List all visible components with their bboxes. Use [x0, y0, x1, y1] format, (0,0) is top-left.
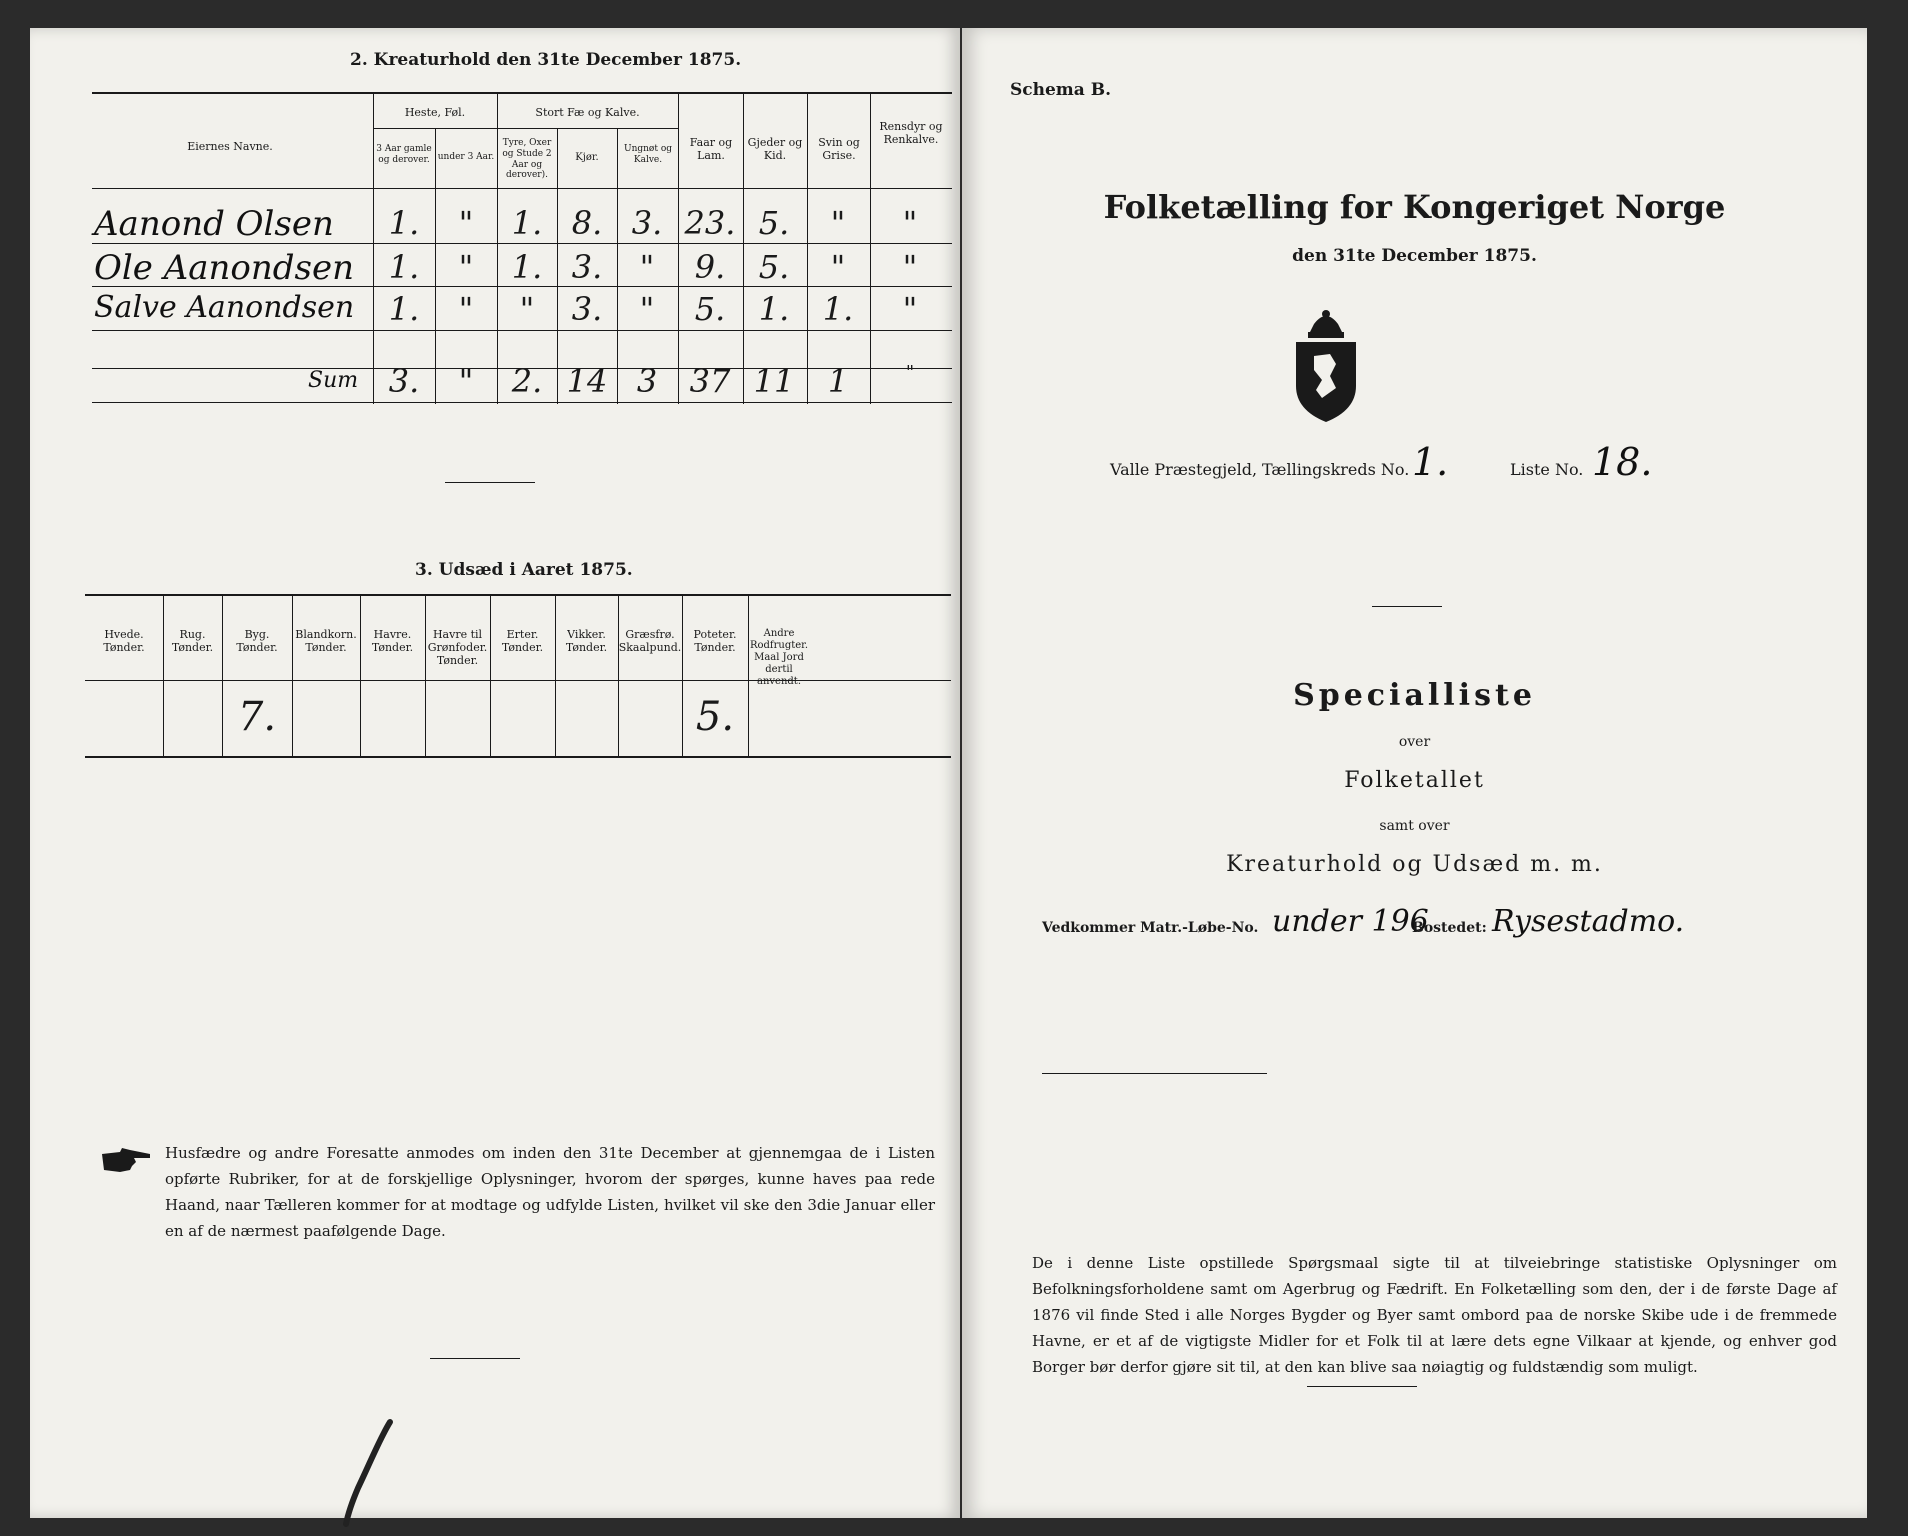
- special-list-title: Specialliste: [1293, 678, 1536, 713]
- seed-column-header: Havre til Grønfoder. Tønder.: [427, 628, 488, 668]
- seed-cell: 5.: [695, 694, 735, 740]
- over-label: over: [1398, 734, 1431, 750]
- cell-sheep: 9.: [694, 248, 726, 286]
- seed-column-header: Havre. Tønder.: [371, 628, 414, 655]
- group-horses-header: Heste, Føl.: [404, 106, 466, 119]
- cell-sheep: 5.: [694, 290, 726, 328]
- seed-column-rule: [163, 596, 164, 756]
- cell-horses-young: ": [458, 204, 474, 242]
- bostedet-value: Rysestadmo.: [1492, 904, 1685, 939]
- sum-reindeer: ": [905, 362, 915, 383]
- parish-label: Valle Præstegjeld,: [1110, 460, 1258, 479]
- cell-sheep: 23.: [684, 204, 736, 242]
- kreaturhold-label: Kreaturhold og Udsæd m. m.: [1226, 852, 1603, 877]
- cell-goats: 5.: [758, 248, 790, 286]
- list-label: Liste No.: [1510, 460, 1584, 479]
- cell-reindeer: ": [902, 290, 918, 328]
- seed-column-header: Hvede. Tønder.: [103, 628, 145, 655]
- cell-pigs: ": [830, 248, 846, 286]
- seed-column-header: Rug. Tønder.: [171, 628, 214, 655]
- cell-horses-old: 1.: [388, 290, 420, 328]
- seed-table-top-rule: [85, 594, 951, 596]
- schema-label: Schema B.: [1010, 80, 1112, 100]
- matr-number: under 196: [1272, 904, 1429, 939]
- owner-name: Ole Aanondsen: [94, 248, 354, 288]
- seed-column-header: Poteter. Tønder.: [693, 628, 737, 655]
- seed-column-header: Erter. Tønder.: [501, 628, 544, 655]
- bostedet-label: Bostedet:: [1412, 920, 1487, 936]
- owner-name: Aanond Olsen: [94, 204, 334, 244]
- cell-pigs: ": [830, 204, 846, 242]
- table-bottom-rule: [92, 402, 952, 403]
- col-goats-header: Gjeder og Kid.: [747, 136, 803, 163]
- col-young-cattle-header: Ungnøt og Kalve.: [623, 144, 672, 165]
- sum-goats: 11: [753, 362, 795, 400]
- sum-horses-old: 3.: [388, 362, 420, 400]
- divider: [445, 482, 535, 483]
- divider: [1307, 1386, 1417, 1387]
- district-label: Tællingskreds No.: [1262, 460, 1410, 479]
- cell-young-cattle: ": [639, 290, 655, 328]
- seed-column-rule: [425, 596, 426, 756]
- cell-reindeer: ": [902, 204, 918, 242]
- divider: [430, 1358, 520, 1359]
- cell-young-cattle: 3.: [631, 204, 663, 242]
- seed-table-bottom-rule: [85, 756, 951, 758]
- cell-pigs: 1.: [822, 290, 854, 328]
- seed-column-header: Græsfrø. Skaalpund.: [618, 628, 682, 655]
- seed-column-header: Blandkorn. Tønder.: [295, 628, 357, 655]
- sum-pigs: 1: [827, 362, 849, 400]
- sum-label: Sum: [308, 368, 359, 393]
- group-cattle-header: Stort Fæ og Kalve.: [535, 106, 640, 119]
- info-paragraph: De i denne Liste opstillede Spørgsmaal sigte til at tilveiebringe statistiske Oplysninger om Befolkningsforholdene samt om Agerbrug og Fædrift. En Folketælling som den, der i de første Dage af 1876 vil finde Sted i alle Norges Bygder og Byer samt ombord paa de norske Skibe ude i de fremmede Havne, er et af de vigtigste Midler for et Folk til at lære dets egne Vilkaar at kjende, og enhver god Borger bør derfor gjøre sit til, at den kan blive saa nøiagtig og fuldstændig som muligt.: [1032, 1254, 1837, 1376]
- norway-coat-of-arms-icon: [1286, 306, 1366, 424]
- cell-cows: 3.: [571, 290, 603, 328]
- cell-horses-young: ": [458, 290, 474, 328]
- seed-column-rule: [555, 596, 556, 756]
- col-sheep-header: Faar og Lam.: [689, 136, 733, 163]
- cell-horses-old: 1.: [388, 248, 420, 286]
- cell-cows: 8.: [571, 204, 603, 242]
- col-pigs-header: Svin og Grise.: [818, 136, 860, 163]
- right-page: [962, 28, 1867, 1518]
- seed-column-header: Byg. Tønder.: [236, 628, 278, 655]
- sum-sheep: 37: [689, 362, 731, 400]
- cell-goats: 1.: [758, 290, 790, 328]
- seed-cell: 7.: [237, 694, 277, 740]
- seed-column-rule: [682, 596, 683, 756]
- cell-bulls: 1.: [511, 204, 543, 242]
- seed-column-rule: [222, 596, 223, 756]
- cell-reindeer: ": [902, 248, 918, 286]
- samt-over-label: samt over: [1379, 818, 1450, 834]
- sum-young-cattle: 3: [636, 362, 658, 400]
- cell-bulls: ": [519, 290, 535, 328]
- seed-column-rule: [618, 596, 619, 756]
- owner-name: Salve Aanondsen: [94, 290, 355, 325]
- col-owner-header: Eiernes Navne.: [187, 140, 273, 153]
- seed-column-rule: [292, 596, 293, 756]
- divider: [1372, 606, 1442, 607]
- cell-goats: 5.: [758, 204, 790, 242]
- district-number: 1.: [1412, 440, 1449, 484]
- census-date: den 31te December 1875.: [1292, 246, 1537, 266]
- pointing-hand-icon: [100, 1146, 152, 1176]
- cell-bulls: 1.: [511, 248, 543, 286]
- notice-paragraph: Husfædre og andre Foresatte anmodes om inden den 31te December at gjennemgaa de i Listen opførte Rubriker, for at de forskjellige Oplysninger, hvorom der spørges, kunne haves paa rede Haand, naar Tælleren kommer for at modtage og udfylde Listen, hvilket vil ske den 3die Januar eller en af de nærmest paafølgende Dage.: [165, 1144, 935, 1240]
- cell-cows: 3.: [571, 248, 603, 286]
- seed-column-header: Vikker. Tønder.: [565, 628, 608, 655]
- left-page: [30, 28, 960, 1518]
- table-header-rule: [92, 188, 952, 189]
- col-horses-young-header: under 3 Aar.: [437, 152, 495, 162]
- sum-bulls: 2.: [511, 362, 543, 400]
- cell-horses-young: ": [458, 248, 474, 286]
- col-horses-old-header: 3 Aar gamle og derover.: [376, 144, 432, 165]
- col-reindeer-header: Rensdyr og Renkalve.: [879, 120, 943, 147]
- seed-column-rule: [490, 596, 491, 756]
- divider: [1042, 1073, 1267, 1074]
- section3-title: 3. Udsæd i Aaret 1875.: [415, 560, 633, 580]
- section2-title: 2. Kreaturhold den 31te December 1875.: [350, 50, 742, 70]
- cell-young-cattle: ": [639, 248, 655, 286]
- folketallet-label: Folketallet: [1344, 768, 1485, 793]
- pen-mark: [340, 1418, 400, 1528]
- seed-column-rule: [360, 596, 361, 756]
- cell-horses-old: 1.: [388, 204, 420, 242]
- seed-column-header: Andre Rodfrugter. Maal Jord dertil anvendt.: [749, 628, 809, 687]
- list-number: 18.: [1592, 440, 1653, 484]
- col-cows-header: Kjør.: [575, 152, 599, 163]
- col-bulls-header: Tyre, Oxer og Stude 2 Aar og derover).: [502, 138, 552, 181]
- matr-label: Vedkommer Matr.-Løbe-No.: [1042, 920, 1259, 936]
- table-top-rule: [92, 92, 952, 94]
- sum-cows: 14: [566, 362, 608, 400]
- main-title: Folketælling for Kongeriget Norge: [1103, 188, 1726, 226]
- sum-horses-young: ": [458, 362, 474, 400]
